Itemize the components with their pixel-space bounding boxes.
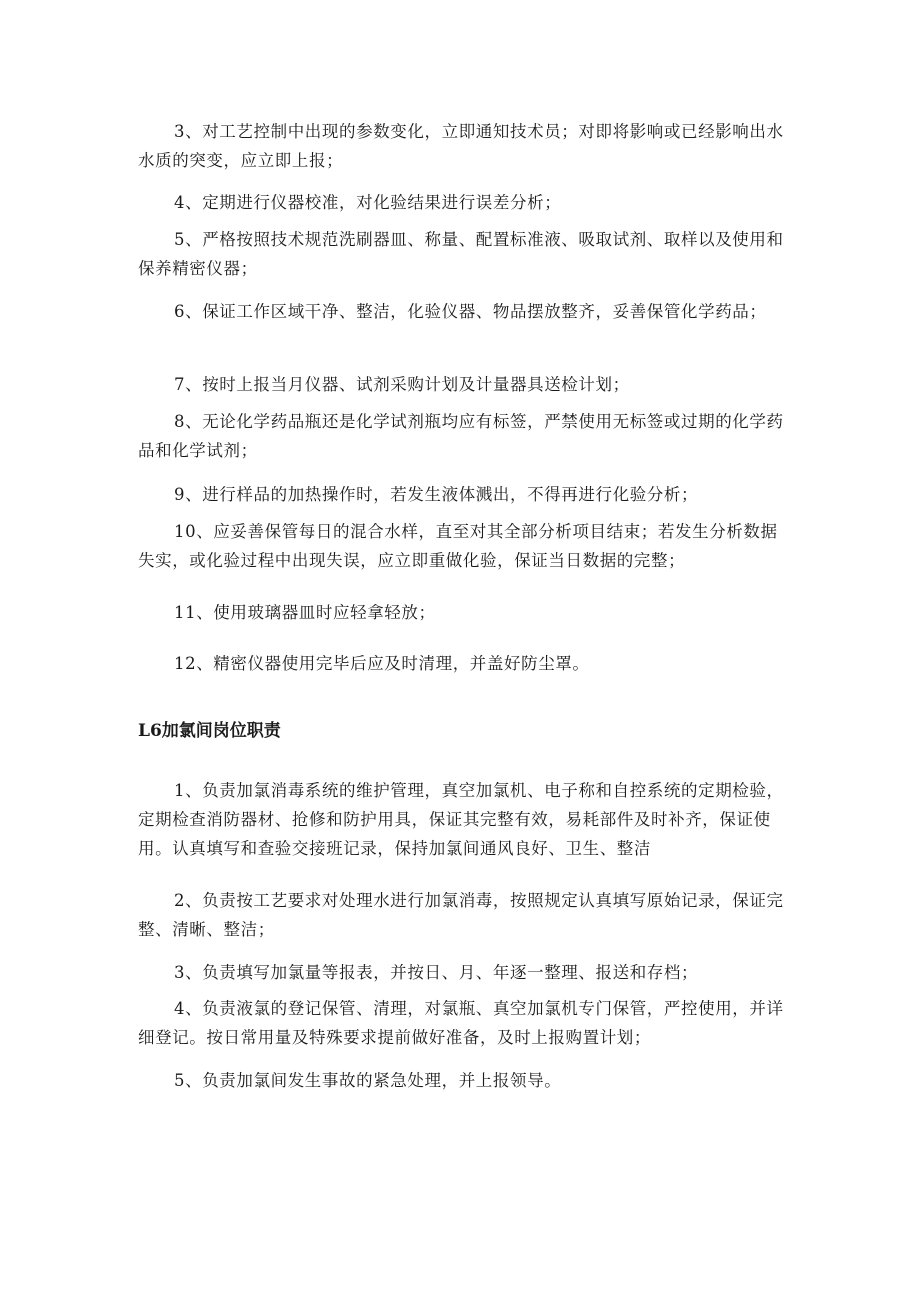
lab-duty-item-7: 7、按时上报当月仪器、试剂采购计划及计量器具送检计划； xyxy=(174,375,630,394)
lab-duty-item-6: 6、保证工作区域干净、整洁，化验仪器、物品摆放整齐，妥善保管化学药品； xyxy=(174,302,767,321)
chlorination-duty-item-3: 3、负责填写加氯量等报表，并按日、月、年逐一整理、报送和存档； xyxy=(174,963,699,982)
chlorination-duty-item-1: 1、负责加氯消毒系统的维护管理，真空加氯机、电子称和自控系统的定期检验，定期检查消防器材、抢修和防护用具，保证其完整有效，易耗部件及时补齐，保证使用。认真填写和查验交接班记录，保持加氯间通风良好、卫生、整洁 xyxy=(138,781,784,858)
lab-duty-item-8: 8、无论化学药品瓶还是化学试剂瓶均应有标签，严禁使用无标签或过期的化学药品和化学试剂； xyxy=(138,412,784,460)
lab-duty-item-11: 11、使用玻璃器皿时应轻拿轻放； xyxy=(174,603,436,622)
lab-duty-item-4: 4、定期进行仪器校准，对化验结果进行误差分析； xyxy=(174,193,562,212)
chlorination-duty-item-4: 4、负责液氯的登记保管、清理，对氯瓶、真空加氯机专门保管，严控使用，并详细登记。按日常用量及特殊要求提前做好准备，及时上报购置计划； xyxy=(138,999,784,1047)
chlorination-duty-item-2: 2、负责按工艺要求对处理水进行加氯消毒，按照规定认真填写原始记录，保证完整、清晰、整洁； xyxy=(138,891,784,939)
lab-duty-item-10: 10、应妥善保管每日的混合水样，直至对其全部分析项目结束；若发生分析数据失实，或化验过程中出现失误，应立即重做化验，保证当日数据的完整； xyxy=(138,522,778,570)
chlorination-duty-item-5: 5、负责加氯间发生事故的紧急处理，并上报领导。 xyxy=(174,1071,562,1090)
section-heading-chlorination: L6加氯间岗位职责 xyxy=(138,721,281,741)
lab-duty-item-5: 5、严格按照技术规范洗刷器皿、称量、配置标准液、吸取试剂、取样以及使用和保养精密仪器； xyxy=(138,230,784,278)
lab-duty-item-9: 9、进行样品的加热操作时，若发生液体溅出，不得再进行化验分析； xyxy=(174,485,699,504)
lab-duty-item-3: 3、对工艺控制中出现的参数变化，立即通知技术员；对即将影响或已经影响出水水质的突变，应立即上报； xyxy=(138,122,784,170)
lab-duty-item-12: 12、精密仪器使用完毕后应及时清理，并盖好防尘罩。 xyxy=(174,654,590,673)
